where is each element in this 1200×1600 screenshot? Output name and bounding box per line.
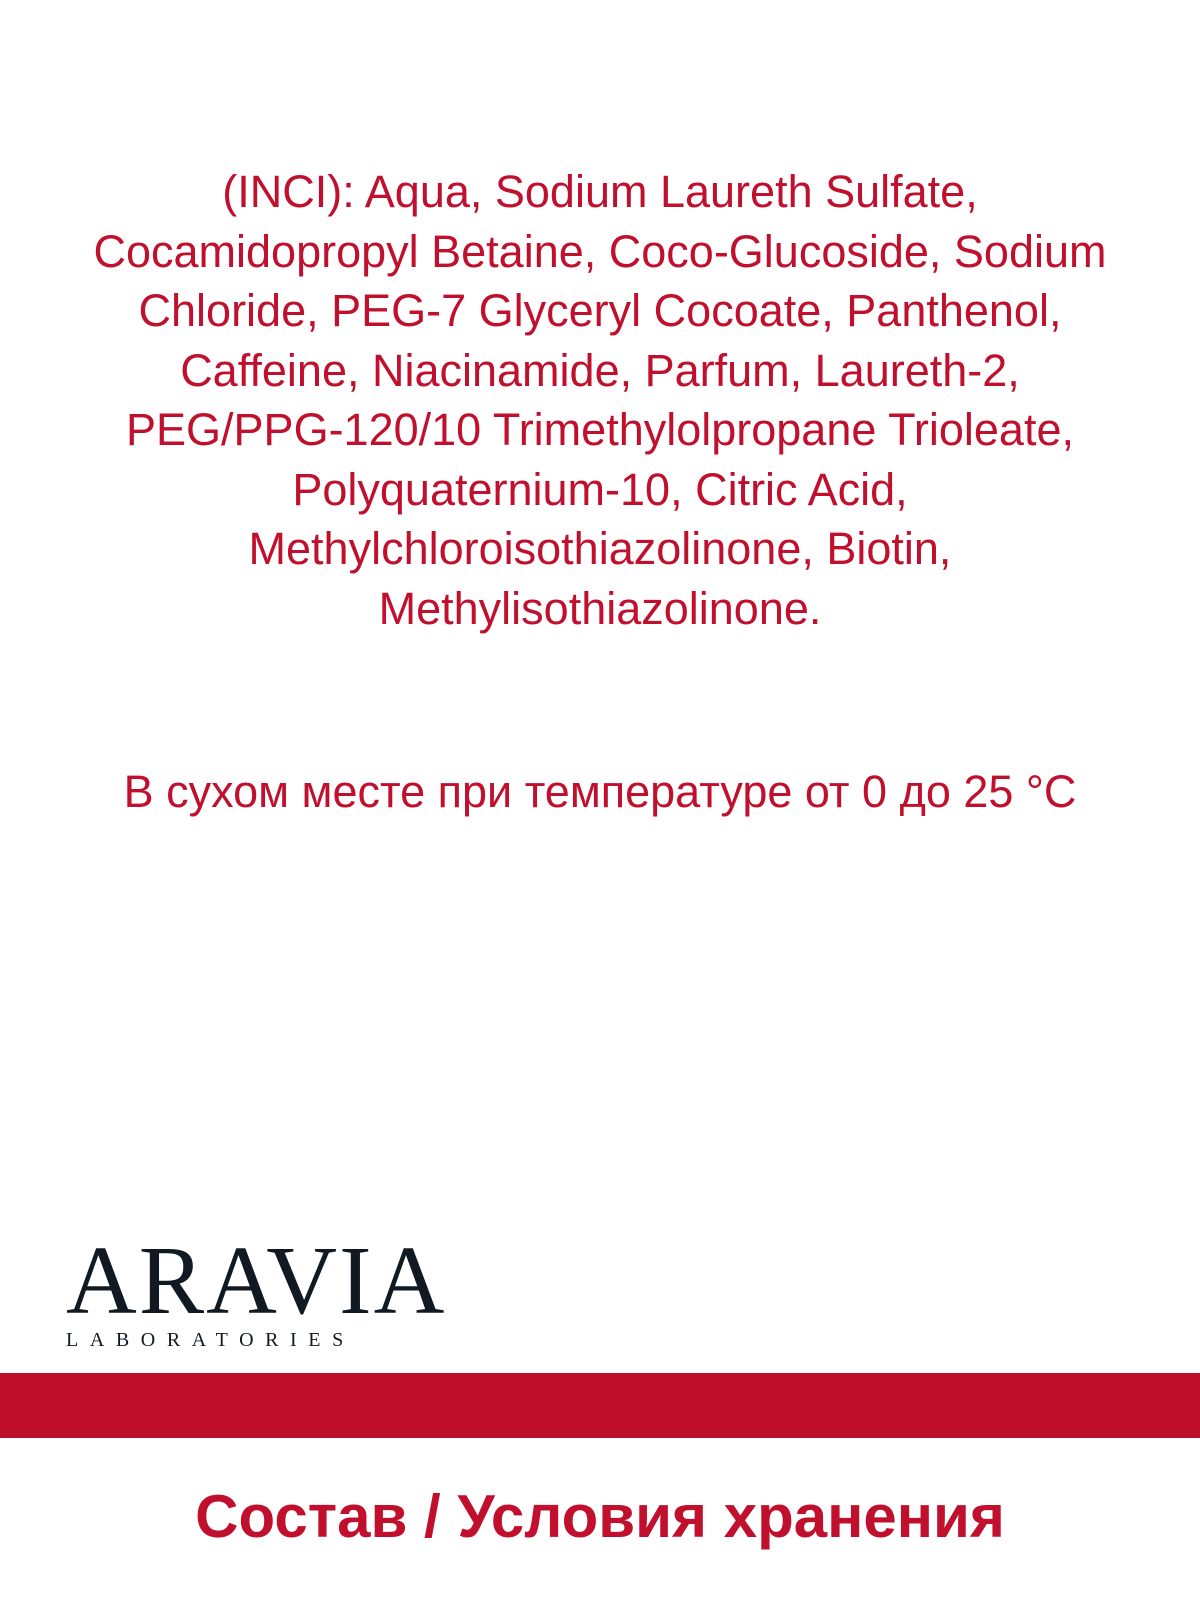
accent-band: [0, 1373, 1200, 1438]
section-title: Состав / Условия хранения: [195, 1483, 1005, 1550]
ingredients-line: Cocamidopropyl Betaine, Coco-Glucoside, Sodium: [93, 225, 1107, 277]
ingredients-line: Methylchloroisothiazolinone, Biotin,: [248, 523, 952, 574]
ingredients-line: PEG/PPG-120/10 Trimethylolpropane Trioleate,: [126, 404, 1074, 455]
brand-subtitle: LABORATORIES: [66, 1329, 355, 1351]
ingredients-line: (INCI): Aqua, Sodium Laureth Sulfate,: [222, 166, 978, 217]
ingredients-line: Chloride, PEG-7 Glyceryl Cocoate, Panthenol,: [138, 285, 1062, 336]
brand-logo: [66, 1227, 447, 1352]
ingredients-line: Polyquaternium-10, Citric Acid,: [292, 463, 908, 515]
ingredients-line: Methylisothiazolinone.: [378, 582, 822, 634]
ingredients-list: [60, 162, 1140, 638]
storage-conditions: В сухом месте при температуре от 0 до 25 °C: [123, 766, 1077, 817]
brand-name: ARAVIA: [66, 1227, 447, 1335]
ingredients-line: Caffeine, Niacinamide, Parfum, Laureth-2,: [180, 344, 1020, 396]
